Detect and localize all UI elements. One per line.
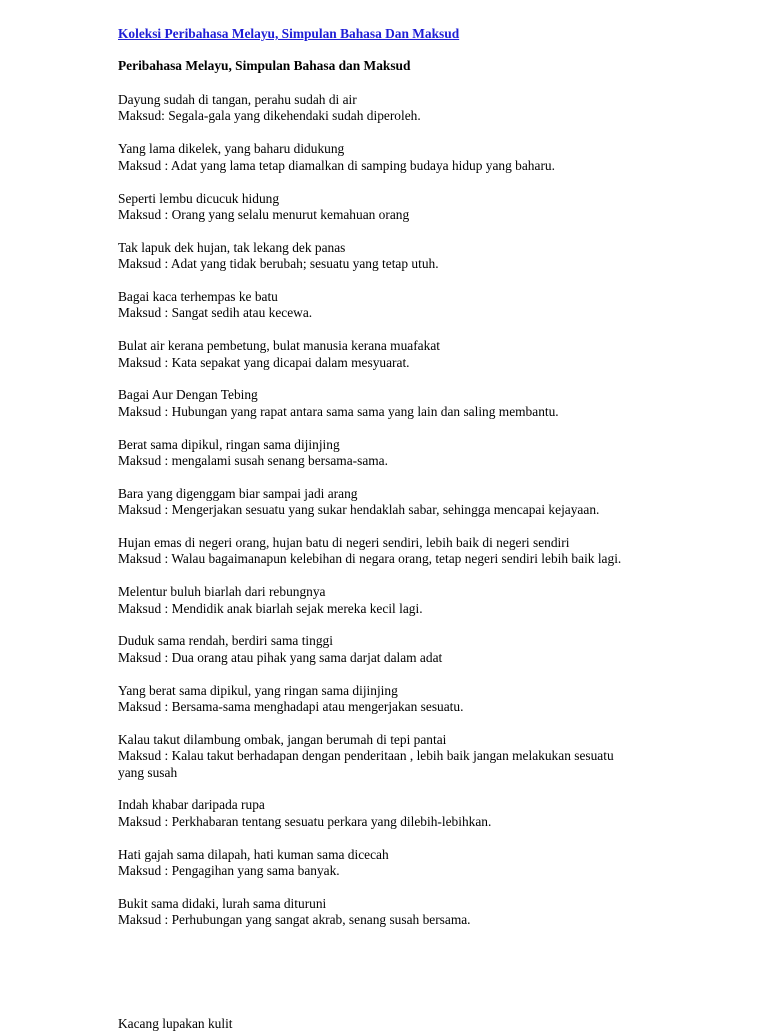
proverb-entry: [118, 535, 718, 568]
proverb-entry: [118, 486, 718, 519]
proverb-meaning: Maksud : Adat yang lama tetap diamalkan di samping budaya hidup yang baharu.: [118, 157, 555, 173]
proverb-text: Bagai kaca terhempas ke batu: [118, 289, 278, 304]
document-heading: Peribahasa Melayu, Simpulan Bahasa dan Maksud: [118, 58, 411, 73]
proverb-text: Bara yang digenggam biar sampai jadi arang: [118, 485, 358, 501]
proverb-entry: [118, 387, 718, 420]
proverb-text: Melentur buluh biarlah dari rebungnya: [118, 584, 326, 600]
proverb-text: Berat sama dipikul, ringan sama dijinjing: [118, 436, 340, 452]
cut-off-proverb-text: Kacang lupakan kulit: [118, 1016, 233, 1031]
proverb-meaning: Maksud : Perkhabaran tentang sesuatu perkara yang dilebih-lebihkan.: [118, 813, 492, 829]
proverb-text: Indah khabar daripada rupa: [118, 797, 265, 813]
proverb-meaning: Maksud : Mendidik anak biarlah sejak mereka kecil lagi.: [118, 600, 423, 616]
proverb-meaning: Maksud: Segala-gala yang dikehendaki sudah diperoleh.: [118, 108, 421, 124]
proverb-meaning: Maksud : mengalami susah senang bersama-sama.: [118, 453, 388, 469]
proverb-text: Dayung sudah di tangan, perahu sudah di air: [118, 92, 357, 107]
proverb-meaning: Maksud : Bersama-sama menghadapi atau mengerjakan sesuatu.: [118, 699, 464, 715]
proverb-entry: [118, 633, 718, 666]
proverb-entry: [118, 191, 718, 224]
proverb-meaning: Maksud : Dua orang atau pihak yang sama darjat dalam adat: [118, 649, 443, 665]
proverb-text: Duduk sama rendah, berdiri sama tinggi: [118, 633, 333, 649]
proverb-meaning: Maksud : Hubungan yang rapat antara sama sama yang lain dan saling membantu.: [118, 403, 559, 419]
proverb-entry: [118, 847, 718, 880]
proverb-text: Yang berat sama dipikul, yang ringan sama dijinjing: [118, 682, 398, 698]
proverb-entry: [118, 584, 718, 617]
proverb-meaning: Maksud : Perhubungan yang sangat akrab, senang susah bersama.: [118, 912, 471, 928]
proverb-meaning: Maksud : Walau bagaimanapun kelebihan di negara orang, tetap negeri sendiri lebih baik lagi.: [118, 551, 622, 567]
document-title-link[interactable]: Koleksi Peribahasa Melayu, Simpulan Bahasa Dan Maksud: [118, 26, 460, 41]
proverb-entry: [118, 92, 718, 125]
proverb-entry: [118, 141, 718, 174]
proverb-meaning: Maksud : Kata sepakat yang dicapai dalam mesyuarat.: [118, 354, 410, 370]
proverb-entry: [118, 289, 718, 322]
proverb-text: Hujan emas di negeri orang, hujan batu di negeri sendiri, lebih baik di negeri sendiri: [118, 535, 570, 551]
proverb-list: [118, 92, 718, 945]
proverb-entry: [118, 797, 718, 830]
proverb-text: Bukit sama didaki, lurah sama dituruni: [118, 895, 327, 911]
proverb-text: Seperti lembu dicucuk hidung: [118, 190, 280, 206]
proverb-text: Hati gajah sama dilapah, hati kuman sama dicecah: [118, 846, 389, 862]
proverb-entry: [118, 437, 718, 470]
proverb-entry: [118, 240, 718, 273]
proverb-meaning: Maksud : Kalau takut berhadapan dengan penderitaan , lebih baik jangan melakukan sesuatu: [118, 748, 614, 764]
proverb-meaning: Maksud : Sangat sedih atau kecewa.: [118, 305, 313, 321]
proverb-meaning: Maksud : Mengerjakan sesuatu yang sukar hendaklah sabar, sehingga mencapai kejayaan.: [118, 502, 600, 518]
proverb-text: Kalau takut dilambung ombak, jangan berumah di tepi pantai: [118, 731, 447, 747]
proverb-text: Bulat air kerana pembetung, bulat manusia kerana muafakat: [118, 338, 440, 354]
proverb-meaning: Maksud : Pengagihan yang sama banyak.: [118, 863, 340, 879]
proverb-meaning: Maksud : Orang yang selalu menurut kemahuan orang: [118, 207, 410, 222]
proverb-meaning-continued: yang susah: [118, 764, 178, 780]
proverb-meaning: Maksud : Adat yang tidak berubah; sesuatu yang tetap utuh.: [118, 256, 439, 272]
proverb-text: Bagai Aur Dengan Tebing: [118, 387, 258, 403]
proverb-entry: [118, 732, 718, 781]
proverb-entry: [118, 896, 718, 929]
proverb-entry: [118, 683, 718, 716]
proverb-text: Yang lama dikelek, yang baharu didukung: [118, 141, 345, 157]
proverb-entry: [118, 338, 718, 371]
proverb-text: Tak lapuk dek hujan, tak lekang dek panas: [118, 239, 346, 255]
